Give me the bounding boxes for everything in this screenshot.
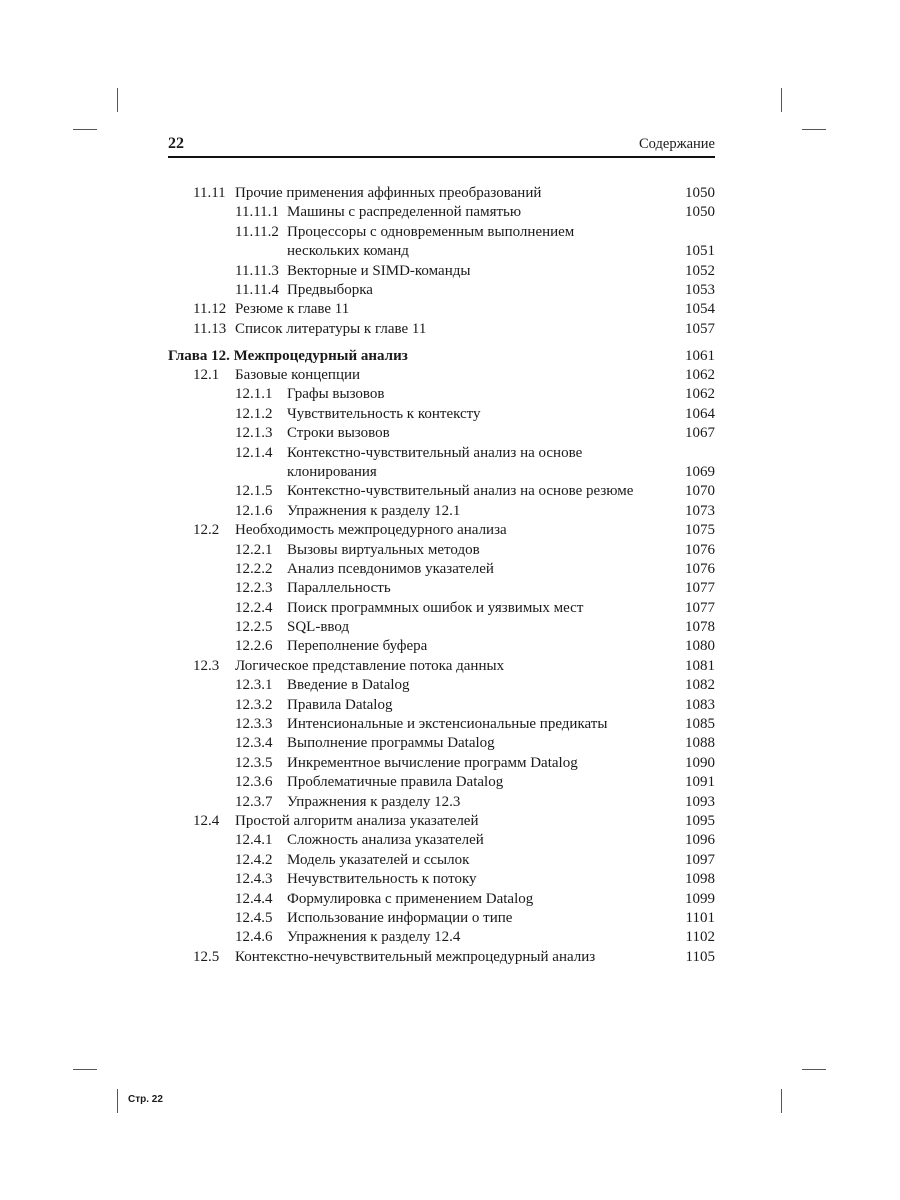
toc-entry-title: Переполнение буфера	[287, 638, 428, 655]
toc-entry-page: 1088	[685, 735, 715, 752]
toc-entry-number: 12.5	[193, 948, 220, 965]
toc-entry-title: клонирования	[287, 463, 377, 480]
toc-entry	[168, 831, 715, 850]
toc-entry-number: 11.12	[193, 301, 227, 318]
toc-entry-number: 12.1.4	[235, 444, 273, 461]
toc-entry-page: 1067	[685, 425, 715, 442]
toc-entry-number: 11.11.1	[235, 204, 279, 221]
toc-entry	[168, 851, 715, 870]
toc-chapter-entry	[168, 347, 715, 366]
toc-entry	[168, 521, 715, 540]
toc-entry-page: 1077	[685, 599, 715, 616]
toc-entry-title: Машины с распределенной памятью	[287, 204, 522, 221]
toc-entry-title: Процессоры с одновременным выполнением	[287, 223, 575, 240]
section-title: Содержание	[639, 136, 715, 152]
crop-mark	[802, 1069, 826, 1070]
toc-entry-title: Вызовы виртуальных методов	[287, 541, 480, 558]
toc-entry	[168, 242, 715, 261]
toc-entry	[168, 223, 715, 242]
toc-entry-title: Параллельность	[287, 580, 391, 597]
toc-entry	[168, 890, 715, 909]
toc-entry-page: 1062	[685, 367, 715, 384]
toc-entry	[168, 928, 715, 947]
toc-entry	[168, 424, 715, 443]
page-number: 22	[168, 135, 184, 152]
toc-entry-title: Упражнения к разделу 12.3	[287, 793, 461, 810]
toc-entry-title: Сложность анализа указателей	[287, 832, 484, 849]
toc-entry	[168, 793, 715, 812]
toc-entry-title: Резюме к главе 11	[235, 301, 350, 318]
toc-entry-number: 12.3.1	[235, 677, 273, 694]
toc-entry-number: 11.13	[193, 320, 227, 337]
toc-entry-title: Логическое представление потока данных	[235, 657, 505, 674]
toc-entry-page: 1051	[685, 243, 715, 260]
toc-entry-page: 1099	[685, 890, 715, 907]
toc-entry-title: Векторные и SIMD-команды	[287, 262, 471, 279]
toc-entry-page: 1064	[685, 405, 715, 422]
toc-entry-number: 11.11	[193, 185, 226, 201]
toc-entry-title: Необходимость межпроцедурного анализа	[235, 522, 507, 539]
toc-entry-number: 12.2.4	[235, 599, 273, 616]
crop-mark	[781, 1089, 782, 1113]
toc-entry-number: 12.3	[193, 657, 220, 674]
toc-entry-page: 1081	[685, 657, 715, 674]
toc-entry-page: 1096	[685, 832, 715, 849]
toc-entry-title: Простой алгоритм анализа указателей	[235, 813, 479, 829]
toc-entry-page: 1102	[685, 929, 715, 946]
toc-entry-title: Интенсиональные и экстенсиональные предикаты	[287, 716, 608, 733]
toc-entry	[168, 560, 715, 579]
toc-entry-number: 12.3.4	[235, 735, 273, 752]
toc-entry-page: 1080	[685, 638, 715, 655]
toc-entry-title: Контекстно-чувствительный анализ на основе резюме	[287, 483, 634, 500]
crop-mark	[802, 129, 826, 130]
toc-entry	[168, 502, 715, 521]
toc-entry-page: 1098	[685, 871, 715, 888]
toc-entry	[168, 676, 715, 695]
toc-entry-number: 12.3.3	[235, 716, 273, 733]
toc-entry-title: Поиск программных ошибок и уязвимых мест	[287, 599, 584, 616]
toc-entry-number: 12.2.3	[235, 580, 273, 597]
toc-entry-page: 1091	[685, 774, 715, 791]
toc-entry	[168, 262, 715, 281]
toc-entry-number: 12.4.6	[235, 929, 273, 946]
toc-entry	[168, 870, 715, 889]
toc-entry	[168, 618, 715, 637]
toc-entry-number: 12.3.6	[235, 774, 273, 791]
toc-entry-title: Инкрементное вычисление программ Datalog	[287, 754, 578, 771]
toc-entry	[168, 734, 715, 753]
toc-entry-number: 11.11.4	[235, 281, 279, 298]
toc-entry-number: 12.2.5	[235, 619, 273, 636]
toc-entry-title: Чувствительность к контексту	[287, 405, 481, 422]
toc-entry	[168, 203, 715, 222]
toc-entry-page: 1076	[685, 541, 715, 558]
toc-entry	[168, 482, 715, 501]
crop-mark	[781, 88, 782, 112]
toc-entry-number: 12.1.5	[235, 483, 273, 500]
toc-entry-number: 12.4.1	[235, 832, 273, 849]
toc-entry	[168, 909, 715, 928]
toc-entry-number: 12.3.5	[235, 754, 273, 771]
toc-entry-title: Упражнения к разделу 12.1	[287, 502, 461, 519]
toc-entry-page: 1050	[685, 185, 715, 201]
toc-entry-page: 1073	[685, 502, 715, 519]
toc-entry-title: Контекстно-чувствительный анализ на основе	[287, 444, 583, 461]
toc-entry-page: 1105	[685, 948, 715, 965]
toc-entry-page: 1070	[685, 483, 715, 500]
toc-entry	[168, 812, 715, 831]
toc-entry-page: 1062	[685, 386, 715, 403]
toc-entry-title: Предвыборка	[287, 281, 373, 298]
toc-entry-number: 12.2	[193, 522, 220, 539]
toc-entry-number: 11.11.3	[235, 262, 279, 279]
toc-entry-number: 12.4.4	[235, 890, 273, 907]
toc-entry-number: 12.4.5	[235, 909, 273, 926]
toc-entry	[168, 541, 715, 560]
toc-entry-number: 12.4.3	[235, 871, 273, 888]
toc-entry-page: 1053	[685, 281, 715, 298]
toc-entry-title: Правила Datalog	[287, 696, 393, 713]
running-header	[168, 134, 715, 158]
toc-entry-page: 1101	[685, 909, 715, 926]
toc-entry	[168, 405, 715, 424]
toc-entry	[168, 657, 715, 676]
footer-page-label: Стр. 22	[128, 1094, 163, 1105]
table-of-contents	[168, 184, 715, 967]
toc-entry	[168, 754, 715, 773]
toc-entry-page: 1078	[685, 619, 715, 636]
toc-entry-page: 1095	[685, 813, 715, 829]
toc-entry	[168, 773, 715, 792]
toc-entry-title: Прочие применения аффинных преобразований	[235, 185, 542, 201]
toc-entry-page: 1083	[685, 696, 715, 713]
toc-entry	[168, 184, 715, 203]
toc-entry-number: 12.2.6	[235, 638, 273, 655]
toc-entry	[168, 320, 715, 339]
crop-mark	[73, 1069, 97, 1070]
toc-entry-number: 12.1.6	[235, 502, 273, 519]
toc-entry	[168, 463, 715, 482]
toc-entry-title: Базовые концепции	[235, 367, 361, 384]
toc-entry-page: 1061	[685, 347, 715, 364]
toc-entry	[168, 385, 715, 404]
toc-entry	[168, 715, 715, 734]
toc-entry-title: Формулировка с применением Datalog	[287, 890, 534, 907]
toc-entry-title: Глава 12. Межпроцедурный анализ	[168, 347, 408, 364]
toc-entry-title: Список литературы к главе 11	[235, 320, 427, 337]
crop-mark	[117, 88, 118, 112]
toc-entry-page: 1093	[685, 793, 715, 810]
toc-entry	[168, 637, 715, 656]
toc-entry-page: 1054	[685, 301, 715, 318]
toc-entry-title: Упражнения к разделу 12.4	[287, 929, 461, 946]
toc-entry-title: Модель указателей и ссылок	[287, 851, 470, 868]
toc-entry-page: 1075	[685, 522, 715, 539]
toc-entry-title: SQL-ввод	[287, 619, 350, 636]
toc-entry-page: 1076	[685, 560, 715, 577]
crop-mark	[73, 129, 97, 130]
toc-entry-title: Использование информации о типе	[287, 909, 513, 926]
toc-entry-title: Строки вызовов	[287, 425, 390, 442]
toc-entry	[168, 599, 715, 618]
toc-entry-number: 12.2.2	[235, 560, 273, 577]
toc-entry	[168, 281, 715, 300]
toc-entry-page: 1085	[685, 716, 715, 733]
toc-entry-page: 1069	[685, 463, 715, 480]
toc-entry-number: 12.2.1	[235, 541, 273, 558]
toc-entry-number: 12.1.1	[235, 386, 273, 403]
toc-entry-title: нескольких команд	[287, 243, 409, 260]
toc-entry	[168, 366, 715, 385]
toc-entry-title: Графы вызовов	[287, 386, 385, 403]
toc-entry-number: 12.3.2	[235, 696, 273, 713]
toc-entry-title: Проблематичные правила Datalog	[287, 774, 504, 791]
toc-entry-number: 12.1.2	[235, 405, 273, 422]
toc-entry	[168, 444, 715, 463]
toc-entry-number: 12.4.2	[235, 851, 273, 868]
toc-entry-page: 1082	[685, 677, 715, 694]
toc-entry	[168, 696, 715, 715]
toc-entry-number: 12.1.3	[235, 425, 273, 442]
toc-entry-page: 1077	[685, 580, 715, 597]
toc-entry-page: 1052	[685, 262, 715, 279]
toc-entry	[168, 300, 715, 319]
toc-entry-title: Контекстно-нечувствительный межпроцедурный анализ	[235, 948, 596, 965]
toc-entry-number: 12.3.7	[235, 793, 273, 810]
toc-entry-page: 1090	[685, 754, 715, 771]
toc-entry-title: Нечувствительность к потоку	[287, 871, 477, 888]
toc-entry-number: 12.1	[193, 367, 220, 384]
toc-entry-title: Введение в Datalog	[287, 677, 410, 694]
toc-entry-title: Анализ псевдонимов указателей	[287, 560, 494, 577]
crop-mark	[117, 1089, 118, 1113]
toc-entry-number: 11.11.2	[235, 223, 279, 240]
toc-entry	[168, 948, 715, 967]
toc-entry	[168, 579, 715, 598]
toc-entry-number: 12.4	[193, 813, 220, 829]
toc-entry-page: 1097	[685, 851, 715, 868]
toc-entry-page: 1057	[685, 320, 715, 337]
toc-entry-page: 1050	[685, 204, 715, 221]
toc-entry-title: Выполнение программы Datalog	[287, 735, 495, 752]
